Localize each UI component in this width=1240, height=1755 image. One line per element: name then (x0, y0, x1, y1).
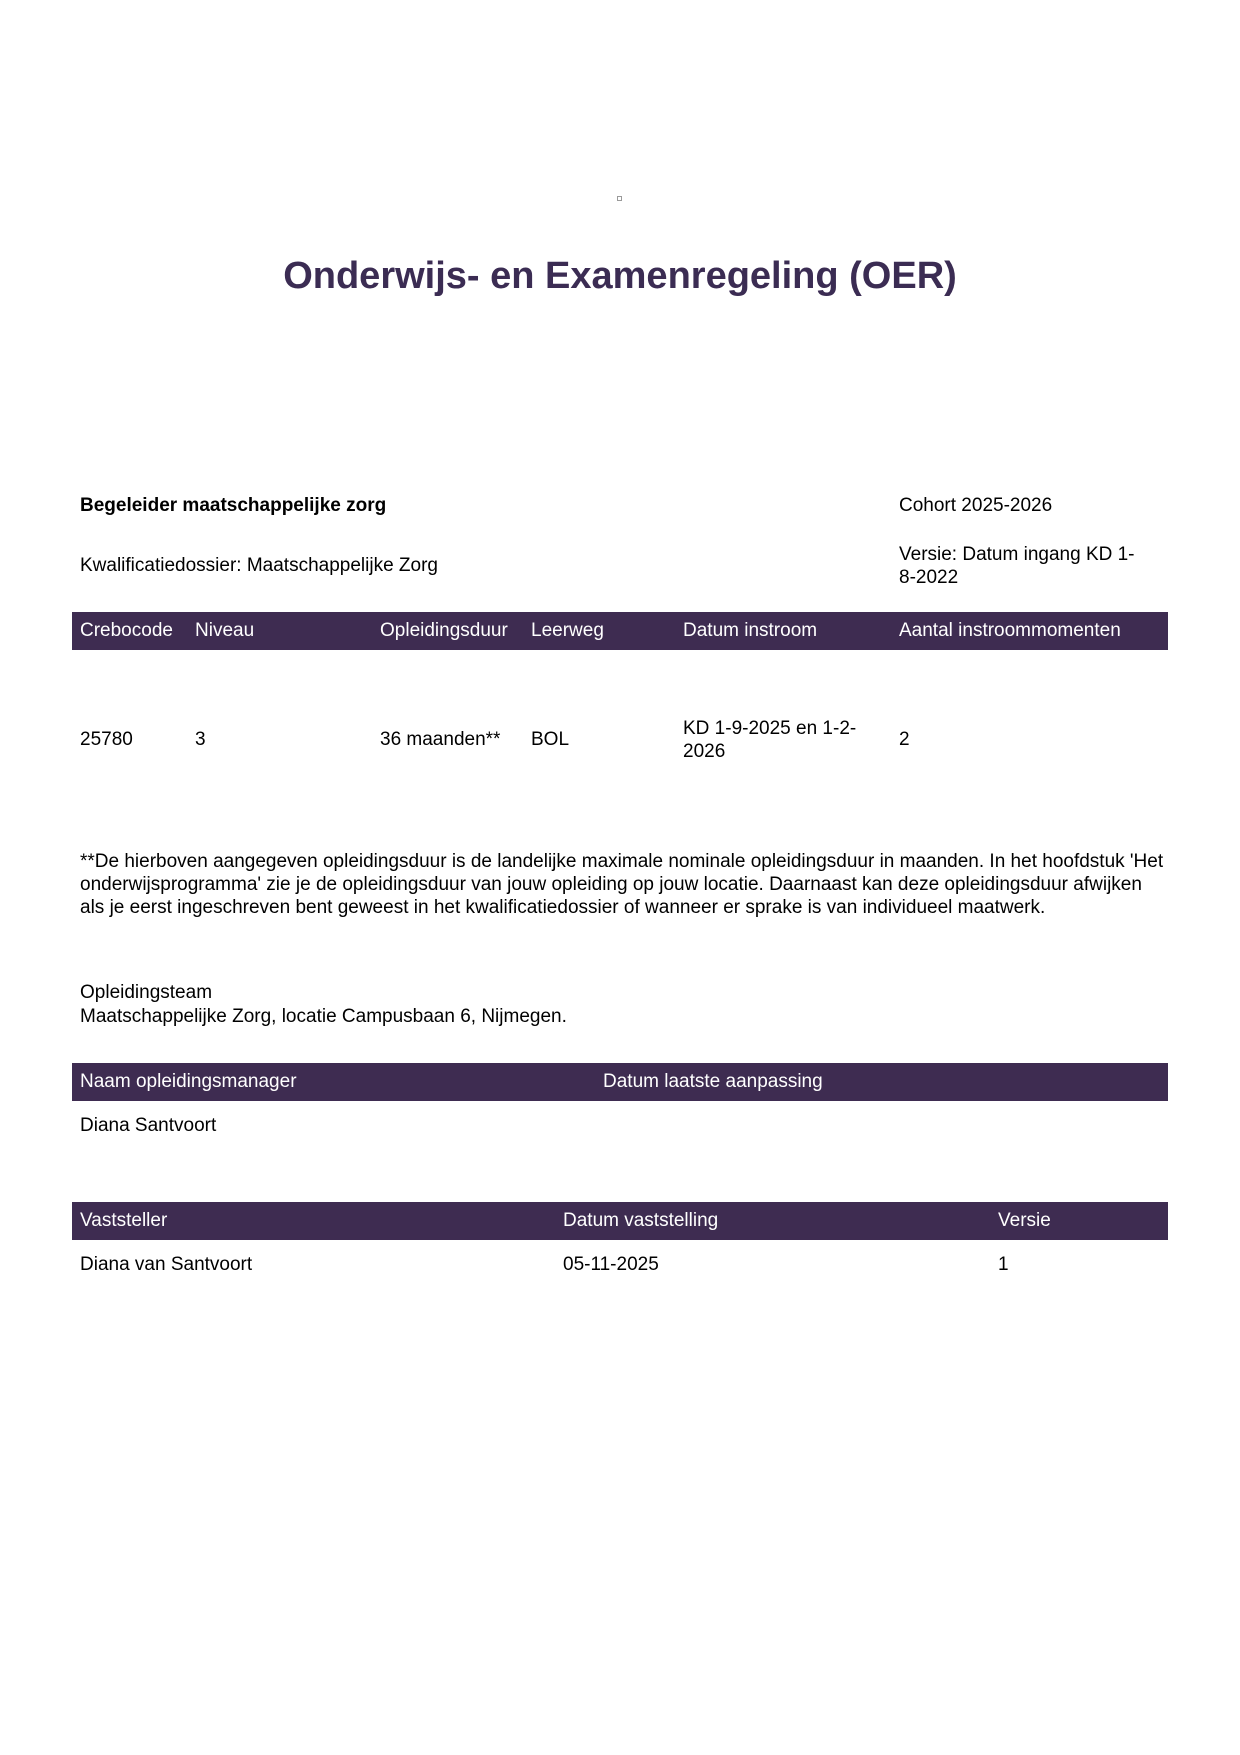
cell-crebocode: 25780 (80, 729, 133, 750)
cohort: Cohort 2025-2026 (899, 495, 1053, 516)
duration-footnote: **De hierboven aangegeven opleidingsduur is de landelijke maximale nominale opleidingsduur in maanden. In het hoofdstuk 'Het onderwijsprogramma' zie je de opleidingsduur van jouw opleiding op jouw locatie. Daarnaast kan deze opleidingsduur afwijken als je eerst ingeschreven bent geweest in het kwalificatiedossier of wanneer er sprake is van individueel maatwerk. (80, 851, 1164, 918)
team-location: Maatschappelijke Zorg, locatie Campusbaan 6, Nijmegen. (80, 1006, 567, 1027)
version-line-2: 8-2022 (899, 567, 959, 588)
cell-aantal: 2 (899, 729, 910, 750)
team-label: Opleidingsteam (80, 982, 213, 1003)
header-opleidingsduur: Opleidingsduur (380, 620, 508, 641)
program-name: Begeleider maatschappelijke zorg (80, 495, 387, 516)
cell-datum-instroom-line-1: KD 1-9-2025 en 1-2- (683, 718, 857, 739)
cell-datum-instroom-line-2: 2026 (683, 741, 726, 762)
header-versie: Versie (998, 1210, 1051, 1231)
header-vaststeller: Vaststeller (80, 1210, 168, 1231)
cell-leerweg: BOL (531, 729, 570, 750)
header-naam-opleidingsmanager: Naam opleidingsmanager (80, 1071, 297, 1092)
qualification-file: Kwalificatiedossier: Maatschappelijke Zorg (80, 555, 438, 576)
header-datum-laatste-aanpassing: Datum laatste aanpassing (603, 1071, 823, 1092)
version-line-1: Versie: Datum ingang KD 1- (899, 544, 1135, 565)
header-aantal-instroommomenten: Aantal instroommomenten (899, 620, 1121, 641)
cell-niveau: 3 (195, 729, 206, 750)
logo-placeholder (617, 196, 622, 201)
header-leerweg: Leerweg (531, 620, 604, 641)
cell-opleidingsduur: 36 maanden** (380, 729, 501, 750)
cell-versie: 1 (998, 1254, 1009, 1275)
manager-table-header (72, 1063, 1168, 1101)
cell-datum-vaststelling: 05-11-2025 (563, 1254, 659, 1275)
header-datum-vaststelling: Datum vaststelling (563, 1210, 719, 1231)
header-crebocode: Crebocode (80, 620, 173, 641)
document-title: Onderwijs- en Examenregeling (OER) (283, 255, 957, 297)
program-table-header (72, 612, 1168, 650)
header-datum-instroom: Datum instroom (683, 620, 818, 641)
manager-name: Diana Santvoort (80, 1115, 217, 1136)
header-niveau: Niveau (195, 620, 255, 641)
cell-vaststeller: Diana van Santvoort (80, 1254, 253, 1275)
approval-table-header (72, 1202, 1168, 1240)
